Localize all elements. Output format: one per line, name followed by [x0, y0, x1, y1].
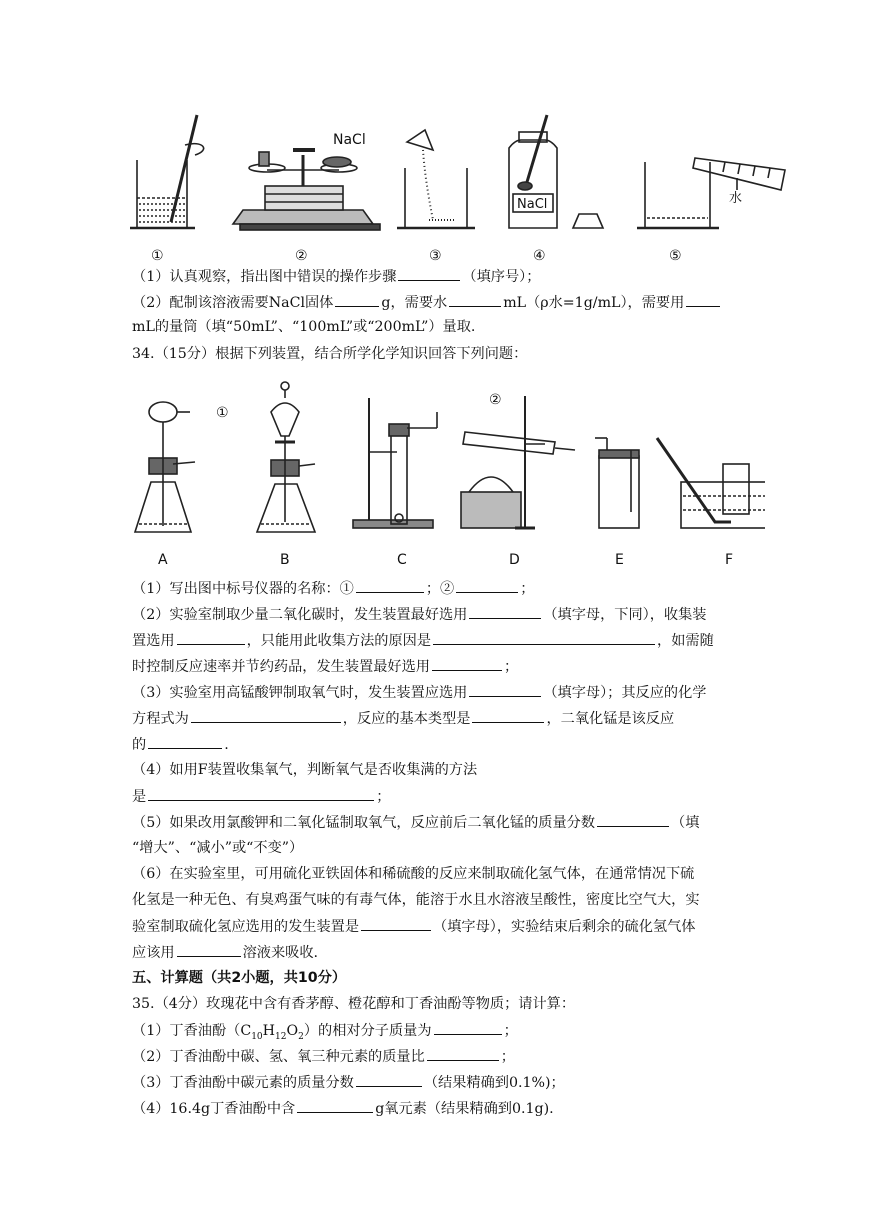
solution-prep-figure — [125, 110, 805, 265]
answer-blank[interactable] — [686, 292, 720, 307]
step-label-1: ① — [151, 248, 164, 264]
q33-block — [132, 266, 752, 336]
q34-part4-cont: 是 ； — [132, 786, 390, 807]
q34-part6-cont1: 化氢是一种无色、有臭鸡蛋气味的有毒气体，能溶于水且水溶液呈酸性，密度比空气大，实 — [132, 892, 700, 908]
apparatus-c — [353, 398, 437, 528]
q34-part1: （1）写出图中标号仪器的名称：① ；② ； — [132, 578, 534, 599]
answer-blank[interactable] — [191, 708, 341, 723]
label-a: A — [158, 552, 168, 568]
q34-part3: （3）实验室用高锰酸钾制取氧气时，发生装置应选用 （填字母）；其反应的化学 — [132, 682, 707, 703]
label-e: E — [615, 552, 624, 568]
answer-blank[interactable] — [433, 630, 655, 645]
q33-part2-cont: mL的量筒（填“50mL”、“100mL”或“200mL”）量取. — [132, 319, 476, 335]
apparatus-f — [657, 438, 765, 528]
q35-part3: （3）丁香油酚中碳元素的质量分数 （结果精确到0.1%)； — [132, 1072, 565, 1093]
section5-title: 五、计算题（共2小题，共10分） — [132, 970, 347, 986]
q35-block — [132, 994, 752, 1124]
q35-part4: （4）16.4g丁香油酚中含 g氧元素（结果精确到0.1g). — [132, 1098, 554, 1119]
answer-blank[interactable] — [469, 604, 541, 619]
marker-1: ① — [216, 405, 229, 421]
marker-2: ② — [489, 392, 502, 408]
jar-nacl-label: NaCl — [517, 197, 548, 212]
q34-part3-cont: 方程式为 ，反应的基本类型是 ，二氧化锰是该反应 — [132, 708, 674, 729]
step1-beaker-stirring — [130, 115, 204, 228]
label-f: F — [725, 552, 734, 568]
q34-title: 34.（15分）根据下列装置，结合所学化学知识回答下列问题： — [132, 346, 528, 362]
apparatus-b — [257, 382, 315, 532]
answer-blank[interactable] — [356, 578, 424, 593]
q34-part6-cont2: 验室制取硫化氢应选用的发生装置是 （填字母），实验结束后剩余的硫化氢气体 — [132, 916, 695, 937]
answer-blank[interactable] — [335, 292, 379, 307]
apparatus-figure — [125, 372, 765, 572]
apparatus-d — [461, 396, 575, 528]
answer-blank[interactable] — [449, 292, 501, 307]
step-label-4: ④ — [533, 248, 546, 264]
answer-blank[interactable] — [398, 266, 460, 281]
q34-part3-end: 的 . — [132, 734, 229, 755]
label-b: B — [280, 552, 290, 568]
q35-part1: （1）丁香油酚$(C_{10}H_{12}O_2)$的相对分子质量为 ； — [132, 1020, 518, 1047]
answer-blank[interactable] — [148, 734, 222, 749]
answer-blank[interactable] — [297, 1098, 373, 1113]
answer-blank[interactable] — [456, 578, 518, 593]
nacl-balance-label: NaCl — [333, 132, 366, 148]
answer-blank[interactable] — [148, 786, 374, 801]
step3-beaker-pouring — [397, 130, 475, 228]
answer-blank[interactable] — [469, 682, 541, 697]
q34-block — [132, 578, 752, 968]
answer-blank[interactable] — [597, 812, 669, 827]
q34-part6-end: 应该用 溶液来吸收. — [132, 942, 318, 963]
q35-title: 35.（4分）玫瑰花中含有香茅醇、橙花醇和丁香油酚等物质；请计算： — [132, 996, 576, 1012]
answer-blank[interactable] — [432, 656, 502, 671]
answer-blank[interactable] — [177, 942, 241, 957]
answer-blank[interactable] — [472, 708, 544, 723]
step2-balance — [233, 150, 380, 230]
q34-part5-cont: “增大”、“减小”或“不变”） — [132, 840, 304, 856]
label-d: D — [509, 552, 520, 568]
q34-part5: （5）如果改用氯酸钾和二氧化锰制取氧气，反应前后二氧化锰的质量分数 （填 — [132, 812, 699, 833]
answer-blank[interactable] — [177, 630, 245, 645]
step-label-2: ② — [295, 248, 308, 264]
q33-part1: （1）认真观察，指出图中错误的操作步骤 （填序号）； — [132, 266, 540, 287]
q34-part2-end: 时控制反应速率并节约药品，发生装置最好选用 ； — [132, 656, 518, 677]
q33-part2: （2）配制该溶液需要NaCl固体 g，需要水 mL（ρ水=1g/mL），需要用 — [132, 292, 722, 313]
q34-part6: （6）在实验室里，可用硫化亚铁固体和稀硫酸的反应来制取硫化氢气体，在通常情况下硫 — [132, 866, 695, 882]
answer-blank[interactable] — [434, 1020, 502, 1035]
step5-beaker-cylinder — [637, 158, 785, 228]
answer-blank[interactable] — [356, 1072, 422, 1087]
label-c: C — [397, 552, 407, 568]
answer-blank[interactable] — [361, 916, 431, 931]
answer-blank[interactable] — [427, 1046, 499, 1061]
apparatus-a — [135, 402, 195, 532]
q34-part2: （2）实验室制取少量二氧化碳时，发生装置最好选用 （填字母，下同），收集装 — [132, 604, 707, 625]
water-label: 水 — [729, 191, 743, 206]
step-label-3: ③ — [429, 248, 442, 264]
q34-part4: （4）如用F装置收集氧气，判断氧气是否收集满的方法 — [132, 762, 478, 778]
q35-part2: （2）丁香油酚中碳、氢、氧三种元素的质量比 ； — [132, 1046, 515, 1067]
q34-part2-cont: 置选用 ，只能用此收集方法的原因是 ，如需随 — [132, 630, 714, 651]
step-label-5: ⑤ — [669, 248, 682, 264]
apparatus-e — [595, 438, 639, 528]
